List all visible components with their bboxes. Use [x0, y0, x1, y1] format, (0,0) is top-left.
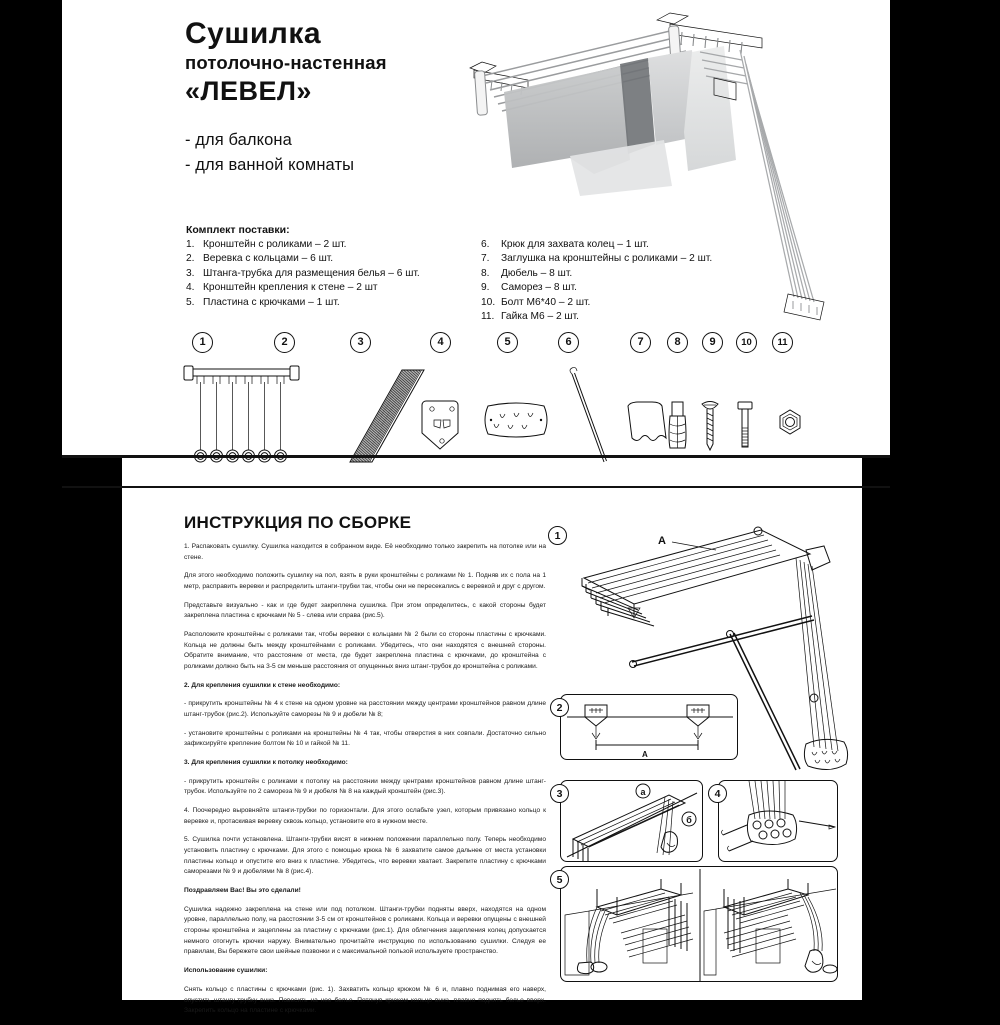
kit-item-text: Кронштейн с роликами – 2 шт. [203, 239, 347, 250]
instruction-paragraph: 1. Распаковать сушилку. Сушилка находится в собранном виде. Её необходимо только закрепить на потолке или на стене. [184, 543, 546, 561]
kit-list [186, 224, 746, 325]
diagram-panel-4 [718, 780, 838, 862]
part-badge-6: 6 [558, 332, 579, 353]
diagram-badge-4: 4 [708, 784, 727, 803]
part-badge-4: 4 [430, 332, 451, 353]
part-badge-3: 3 [350, 332, 371, 353]
kit-item-number: 5. [186, 296, 195, 308]
kit-item-number: 3. [186, 267, 195, 279]
kit-item [481, 281, 746, 295]
left-black-bar [62, 457, 122, 1000]
kit-item-number: 10. [480, 296, 496, 308]
diagram-2-dim-label: A [642, 750, 648, 759]
part-cap-icon [628, 402, 666, 441]
product-title-line2: потолочно-настенная [185, 51, 387, 73]
bullet-balcony: - для балкона [185, 131, 292, 150]
instruction-paragraph: Представьте визуально - как и где будет закреплена сушилка. При этом определитесь, с какой стороны будет закреплена пластина с крючками № 5 - слева или справа (рис.5). [184, 601, 546, 620]
right-black-bar [862, 457, 890, 1000]
kit-column-left [186, 238, 453, 325]
diagram-badge-5: 5 [550, 870, 569, 889]
kit-item-text: Веревка с кольцами – 6 шт. [203, 253, 334, 265]
kit-item-number: 2. [186, 253, 195, 265]
part-bolt-icon [738, 402, 752, 447]
part-badge-2: 2 [274, 332, 295, 353]
kit-item [481, 238, 746, 252]
kit-item [481, 310, 746, 324]
diagram-3-mark-b: б [686, 815, 692, 825]
instruction-paragraph: - прикрутить кронштейны № 4 к стене на одном уровне на расстоянии между центрами кронштейнов равном длине штанг-трубок (рис.2). Используйте саморезы № 9 и дюбели № 8; [184, 700, 546, 719]
kit-column-right [481, 238, 746, 325]
kit-item [186, 252, 453, 266]
kit-item-text: Болт М6*40 – 2 шт. [500, 296, 591, 308]
instruction-subheading: 2. Для крепления сушилки к стене необходимо: [184, 681, 341, 689]
kit-item-text: Крюк для захвата колец – 1 шт. [500, 239, 649, 250]
kit-item-text: Гайка М6 – 2 шт. [500, 311, 579, 323]
part-dowel-icon [669, 402, 686, 448]
part-badge-8: 8 [667, 332, 688, 353]
kit-item-number: 8. [480, 267, 490, 279]
title-block [185, 18, 485, 178]
instruction-paragraph: Снять кольцо с пластины с крючками (рис. 1). Захватить кольцо крюком № 6 и, плавно поднимая его наверх, опустить штангу-трубку вниз. Повесить на нее белье. Потянув крюком кольцо вниз, плавно поднять белье вверх. Закрепить кольцо на пластине с крючками. [184, 985, 546, 1015]
usage-bullets [185, 128, 485, 178]
kit-item [481, 267, 746, 281]
diagram-column [548, 512, 848, 987]
kit-item-text: Кронштейн крепления к стене – 2 шт [203, 282, 378, 294]
kit-item [186, 296, 453, 310]
diagram-badge-1: 1 [548, 526, 567, 545]
section-divider-bottom [62, 486, 890, 488]
instruction-paragraph: 4. Поочередно выровняйте штанги-трубки по горизонтали. Для этого ослабьте узел, которым привязано кольцо к веревке и, протаскивая веревку сквозь кольцо, установите его в нужном месте. [184, 807, 546, 825]
part-badge-5: 5 [497, 332, 518, 353]
part-screw-icon [702, 402, 718, 451]
kit-item [186, 267, 453, 281]
diagram-badge-2: 2 [550, 698, 569, 717]
kit-item-number: 4. [186, 282, 195, 294]
part-bracket-rollers-icon [184, 366, 299, 462]
kit-item-text: Дюбель – 8 шт. [500, 267, 573, 279]
instruction-subheading: 3. Для крепления сушилки к потолку необходимо: [184, 759, 348, 767]
kit-list-title: Комплект поставки: [186, 224, 290, 236]
part-rods-bundle-icon [350, 370, 424, 462]
kit-item-text: Саморез – 8 шт. [500, 282, 577, 294]
congratulations-text: Поздравляем Вас! Вы это сделали! [184, 887, 301, 895]
kit-item [481, 296, 746, 310]
instructions-heading: ИНСТРУКЦИЯ ПО СБОРКЕ [184, 513, 412, 532]
diagram-panel-3 [560, 780, 703, 862]
part-wall-bracket-icon [422, 401, 458, 449]
instruction-paragraph: Расположите кронштейны с роликами так, чтобы веревки с кольцами № 2 были со стороны пластины с крючками. Кольца не должны быть между кронштейнами с роликами. Убедитесь, что они находятся с внешней стороны. Обратите внимание, что расстояние от места, где будет закреплена пластина с крючками, до кронштейна с роликами должно быть на 3-5 см меньше расстояния от опущенных вниз штанг-трубок до кронштейна с роликами. [184, 631, 546, 671]
diagram-panel-2 [560, 694, 738, 760]
part-nut-icon [780, 410, 800, 434]
diagram-badge-3: 3 [550, 784, 569, 803]
part-badge-1: 1 [192, 332, 213, 353]
instructions-column [184, 513, 546, 1025]
bullet-bathroom: - для ванной комнаты [185, 156, 355, 175]
part-hook-plate-icon [485, 403, 547, 437]
parts-illustration-row [180, 332, 820, 462]
part-badge-11: 11 [772, 332, 793, 353]
instruction-paragraph: Сушилка надежно закреплена на стене или под потолком. Штанги-трубки подняты вверх, находятся на одном уровне, параллельно полу, на расстоянии 3-5 см от кронштейнов с роликами. Кольца и веревки опущены с внешней стороны кронштейна и зацеплены за пластину с крючками (рис.1). Для облегчения зацепления колец допускается немного отогнуть крючки наружу. Внимательно прочитайте инструкцию по использованию сушилки. Следуя ее правилам, Вы бережете свои шейные позвонки и с максимальной пользой используете пространство. [184, 905, 546, 956]
instruction-paragraph: - установите кронштейны с роликами на кронштейны № 4 так, чтобы отверстия в них совпали. Достаточно сильно зафиксируйте крепление болтом № 10 и гайкой № 11. [184, 729, 546, 748]
diagram-3-mark-a: a [640, 787, 646, 797]
instruction-paragraph: - прикрутить кронштейн с роликами к потолку на расстоянии между центрами кронштейнов равном длине штанг-трубок. Используйте по 2 самореза № 9 и дюбеля № 8 на каждый кронштейн (рис.3). [184, 777, 546, 796]
kit-item [481, 252, 746, 266]
section-divider-top [62, 455, 890, 458]
kit-item-number: 1. [186, 239, 195, 250]
kit-item-number: 6. [480, 239, 490, 250]
diagram-1-dim-label: A [658, 535, 666, 547]
kit-item [186, 238, 453, 252]
part-badge-7: 7 [630, 332, 651, 353]
kit-item-number: 7. [480, 253, 490, 265]
part-badge-9: 9 [702, 332, 723, 353]
kit-item [186, 281, 453, 295]
usage-subheading: Использование сушилки: [184, 967, 268, 975]
instruction-paragraph: Для этого необходимо положить сушилку на пол, взять в руки кронштейны с роликами № 1. Подняв их с пола на 1 метр, расправить веревки и распределить штанги-трубки так, чтобы они не пересекались с веревкой и друг с другом. [184, 572, 546, 591]
kit-item-number: 11. [480, 311, 495, 323]
part-badge-10: 10 [736, 332, 757, 353]
kit-item-text: Пластина с крючками – 1 шт. [203, 296, 340, 308]
diagram-panel-5 [560, 866, 838, 982]
product-title-line3: «ЛЕВЕЛ» [185, 75, 312, 106]
kit-item-text: Заглушка на кронштейны с роликами – 2 шт. [500, 253, 713, 265]
kit-item-text: Штанга-трубка для размещения белья – 6 шт. [203, 267, 420, 279]
part-ring-hook-icon [570, 367, 607, 462]
product-title-line1: Сушилка [185, 17, 322, 50]
kit-item-number: 9. [480, 282, 490, 294]
instruction-paragraph: 5. Сушилка почти установлена. Штанги-трубки висят в нижнем положении параллельно полу. Теперь необходимо установить пластину с крючками. Для этого с помощью крюка № 6 захватите самое дальнее от места установки пластины кольцо и опустите его вниз к пластине. Убедитесь, что веревки хватает. Закрепите пластину с крючками саморезами № 9 и дюбелями № 8 (рис.4). [184, 836, 546, 876]
